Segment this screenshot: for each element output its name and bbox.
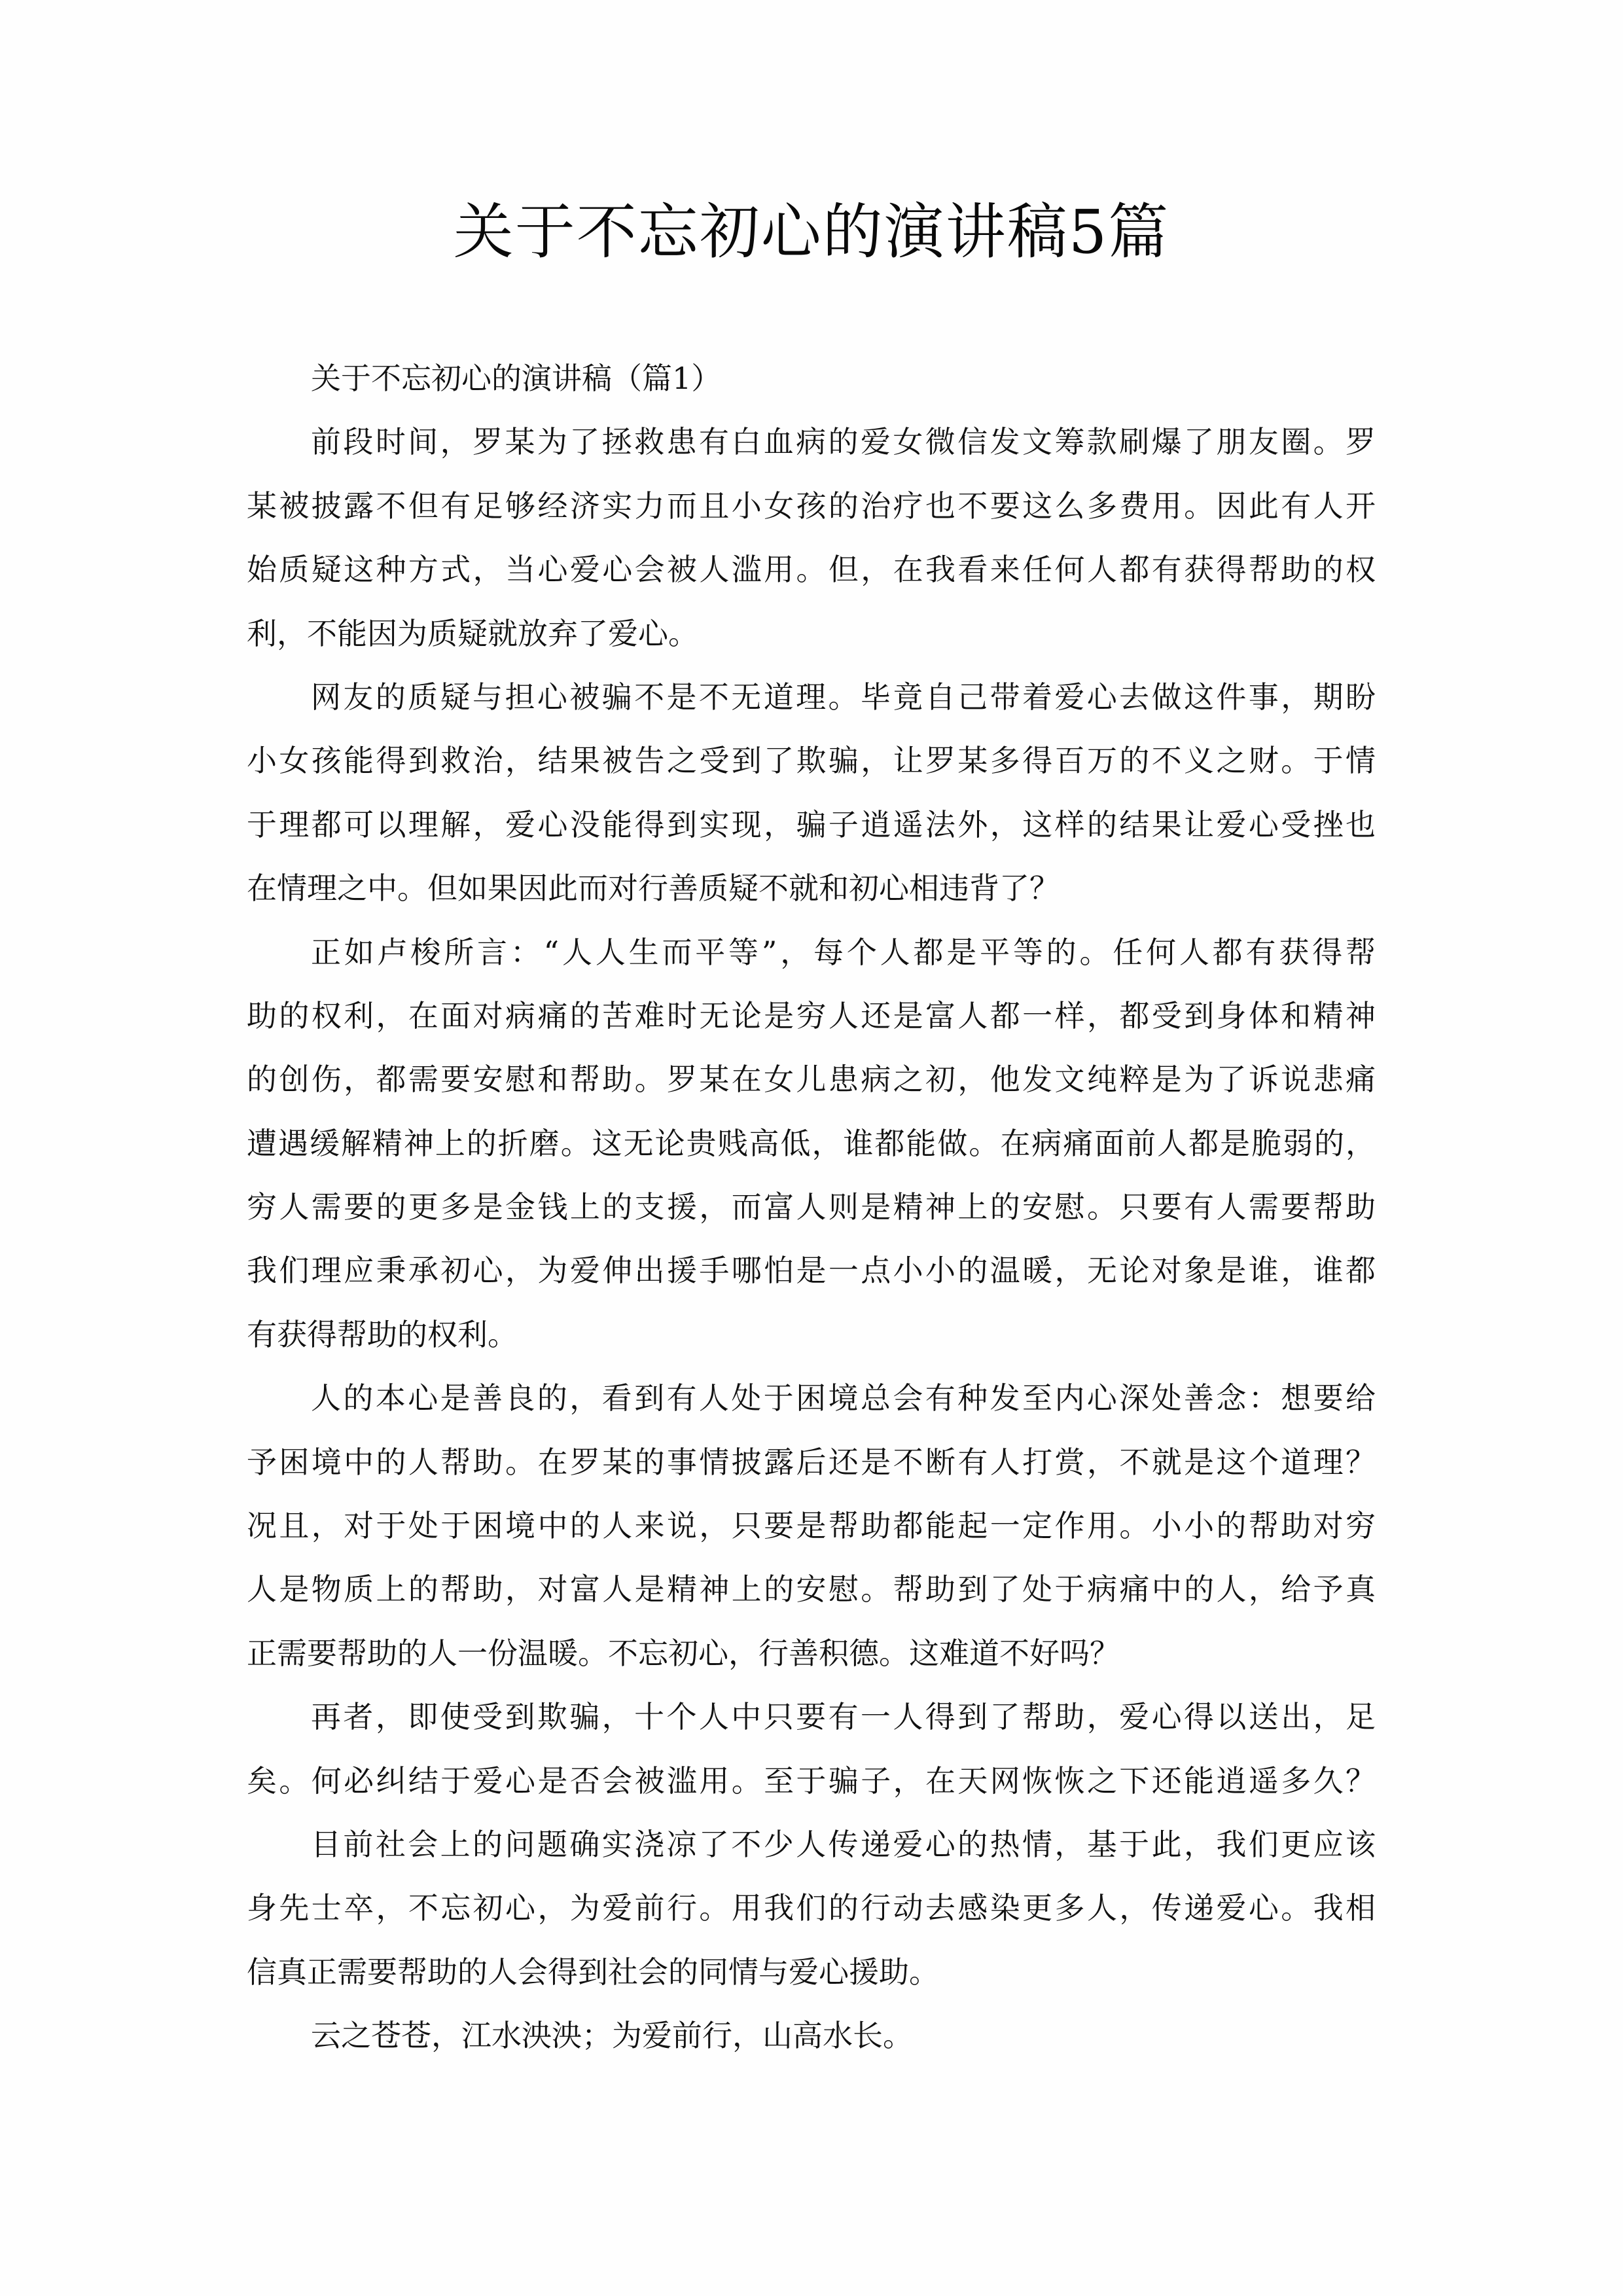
paragraph-line: 予困境中的人帮助。在罗某的事情披露后还是不断有人打赏，不就是这个道理？ [247, 1444, 1376, 1480]
paragraph-line: 云之苍苍，江水泱泱；为爱前行，山高水长。 [311, 2018, 913, 2054]
paragraph-line: 信真正需要帮助的人会得到社会的同情与爱心援助。 [247, 1954, 939, 1990]
paragraph-line: 利，不能因为质疑就放弃了爱心。 [247, 615, 698, 651]
paragraph [247, 921, 1376, 1367]
paragraph-line: 况且，对于处于困境中的人来说，只要是帮助都能起一定作用。小小的帮助对穷 [247, 1508, 1376, 1544]
document-body [247, 347, 1376, 2068]
paragraph [247, 666, 1376, 921]
paragraph [247, 1813, 1376, 2004]
paragraph [247, 410, 1376, 666]
paragraph-line: 穷人需要的更多是金钱上的支援，而富人则是精神上的安慰。只要有人需要帮助 [247, 1189, 1376, 1225]
paragraph [247, 1367, 1376, 1685]
paragraph-line: 正需要帮助的人一份温暖。不忘初心，行善积德。这难道不好吗？ [247, 1635, 1120, 1671]
paragraph-line: 遭遇缓解精神上的折磨。这无论贵贱高低，谁都能做。在病痛面前人都是脆弱的， [247, 1125, 1376, 1161]
paragraph-line: 网友的质疑与担心被骗不是不无道理。毕竟自己带着爱心去做这件事，期盼 [311, 679, 1376, 715]
document-title: 关于不忘初心的演讲稿5篇 [453, 197, 1170, 267]
section-heading: 关于不忘初心的演讲稿（篇1） [311, 361, 722, 396]
paragraph-line: 在情理之中。但如果因此而对行善质疑不就和初心相违背了？ [247, 870, 1060, 906]
paragraph [247, 2004, 1376, 2068]
paragraph-line: 正如卢梭所言：“人人生而平等”，每个人都是平等的。任何人都有获得帮 [311, 934, 1376, 970]
paragraph-line: 的创伤，都需要安慰和帮助。罗某在女儿患病之初，他发文纯粹是为了诉说悲痛 [247, 1062, 1376, 1098]
paragraph-line: 再者，即使受到欺骗，十个人中只要有一人得到了帮助，爱心得以送出，足 [311, 1699, 1376, 1735]
paragraph-line: 人是物质上的帮助，对富人是精神上的安慰。帮助到了处于病痛中的人，给予真 [247, 1571, 1376, 1607]
paragraph-line: 矣。何必纠结于爱心是否会被滥用。至于骗子，在天网恢恢之下还能逍遥多久？ [247, 1763, 1376, 1799]
paragraph [247, 1685, 1376, 1813]
paragraph-line: 始质疑这种方式，当心爱心会被人滥用。但，在我看来任何人都有获得帮助的权 [247, 552, 1376, 588]
paragraph-line: 某被披露不但有足够经济实力而且小女孩的治疗也不要这么多费用。因此有人开 [247, 488, 1376, 524]
paragraph-line: 小女孩能得到救治，结果被告之受到了欺骗，让罗某多得百万的不义之财。于情 [247, 743, 1376, 779]
paragraph-line: 助的权利，在面对病痛的苦难时无论是穷人还是富人都一样，都受到身体和精神 [247, 997, 1376, 1033]
paragraph-line: 我们理应秉承初心，为爱伸出援手哪怕是一点小小的温暖，无论对象是谁，谁都 [247, 1253, 1376, 1289]
paragraph-line: 于理都可以理解，爱心没能得到实现，骗子逍遥法外，这样的结果让爱心受挫也 [247, 806, 1376, 842]
paragraph-line: 身先士卒，不忘初心，为爱前行。用我们的行动去感染更多人，传递爱心。我相 [247, 1890, 1376, 1926]
paragraph-line: 前段时间，罗某为了拯救患有白血病的爱女微信发文筹款刷爆了朋友圈。罗 [311, 424, 1376, 460]
paragraph-line: 有获得帮助的权利。 [247, 1316, 518, 1352]
paragraph-line: 人的本心是善良的，看到有人处于困境总会有种发至内心深处善念：想要给 [311, 1380, 1376, 1416]
paragraph-line: 目前社会上的问题确实浇凉了不少人传递爱心的热情，基于此，我们更应该 [311, 1826, 1376, 1862]
